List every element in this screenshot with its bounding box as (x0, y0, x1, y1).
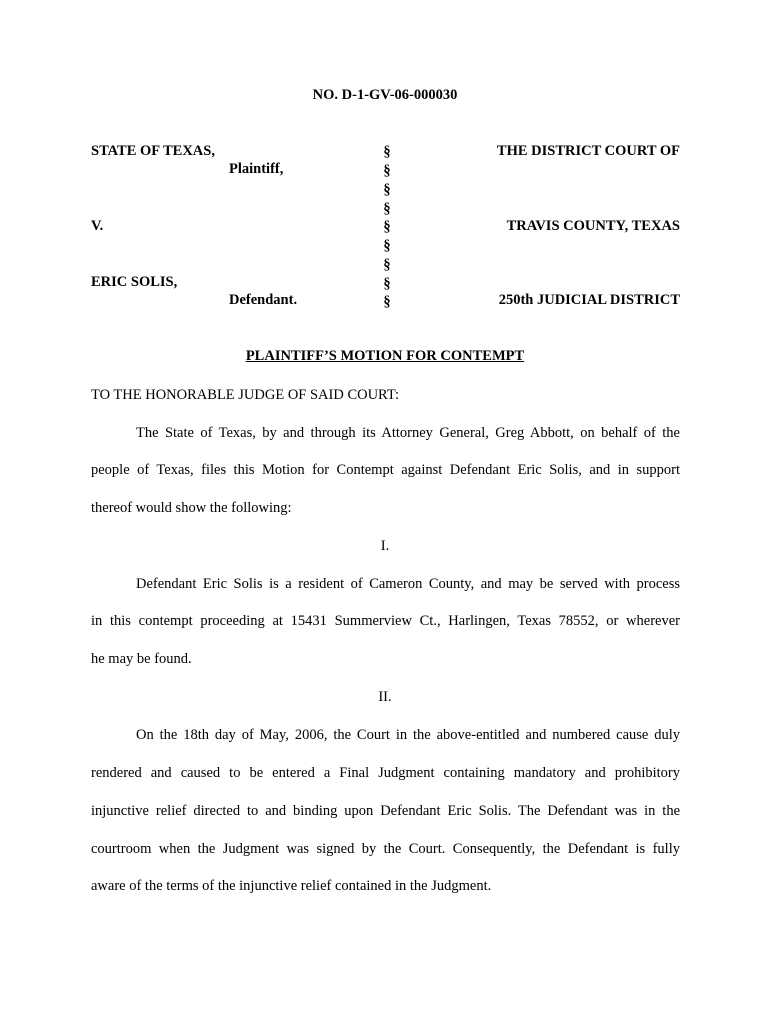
intro-line-3: thereof would show the following: (91, 500, 292, 516)
document-title-wrap (0, 348, 770, 365)
section-symbol: § (383, 182, 391, 198)
section-symbol: § (383, 276, 391, 292)
section-symbol: § (383, 238, 391, 254)
section-1-line-3: he may be found. (91, 651, 192, 667)
court-line-2: TRAVIS COUNTY, TEXAS (506, 218, 680, 234)
section-symbol: § (383, 219, 391, 235)
defendant-name: ERIC SOLIS, (91, 274, 178, 290)
plaintiff-name: STATE OF TEXAS, (91, 143, 215, 159)
section-2-line-4: courtroom when the Judgment was signed by the Court. Consequently, the Defendant is fully (91, 841, 680, 857)
section-symbol: § (383, 257, 391, 273)
versus-label: V. (91, 218, 104, 234)
section-symbol: § (383, 294, 391, 310)
intro-line-1: The State of Texas, by and through its Attorney General, Greg Abbott, on behalf of the (136, 425, 680, 441)
section-1-line-1: Defendant Eric Solis is a resident of Cameron County, and may be served with process (136, 576, 680, 592)
intro-line-2: people of Texas, files this Motion for Contempt against Defendant Eric Solis, and in support (91, 462, 680, 478)
cause-number: NO. D-1-GV-06-000030 (312, 87, 458, 103)
section-1-line-2: in this contempt proceeding at 15431 Summerview Ct., Harlingen, Texas 78552, or wherever (91, 613, 680, 629)
section-2-heading: II. (378, 689, 392, 705)
plaintiff-role: Plaintiff, (229, 161, 284, 177)
section-symbol: § (383, 201, 391, 217)
document-title: PLAINTIFF’S MOTION FOR CONTEMPT (245, 348, 525, 364)
section-symbol: § (383, 163, 391, 179)
defendant-role: Defendant. (229, 292, 298, 308)
court-line-3: 250th JUDICIAL DISTRICT (498, 292, 680, 308)
section-2-line-5: aware of the terms of the injunctive relief contained in the Judgment. (91, 878, 492, 894)
salutation: TO THE HONORABLE JUDGE OF SAID COURT: (91, 387, 400, 403)
section-2-line-2: rendered and caused to be entered a Final Judgment containing mandatory and prohibitory (91, 765, 680, 781)
court-line-1: THE DISTRICT COURT OF (496, 143, 680, 159)
section-2-line-1: On the 18th day of May, 2006, the Court in the above-entitled and numbered cause duly (136, 727, 680, 743)
section-1-heading: I. (380, 538, 390, 554)
section-2-line-3: injunctive relief directed to and binding upon Defendant Eric Solis. The Defendant was in the (91, 803, 680, 819)
section-symbol: § (383, 144, 391, 160)
